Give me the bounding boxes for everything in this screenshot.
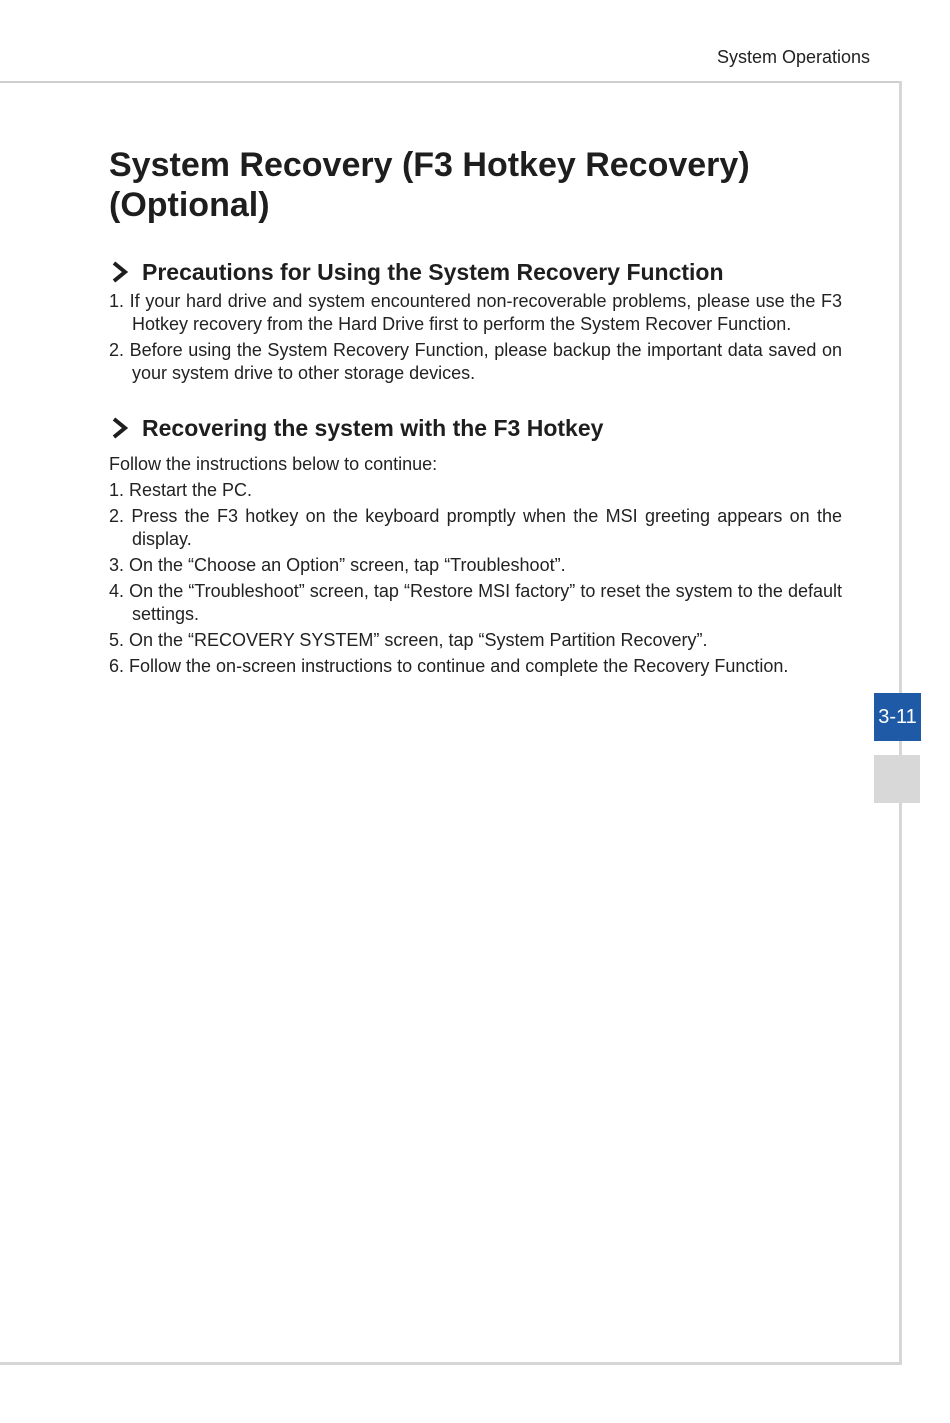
section-heading-recovering (109, 413, 842, 443)
list-item: 3. On the “Choose an Option” screen, tap “Troubleshoot”. (109, 555, 566, 575)
list-item: 1. If your hard drive and system encountered non-recoverable problems, please use the F3 Hotkey recovery from the Hard Drive first to perform the System Recover Function. (109, 291, 842, 334)
chapter-tab-grey (874, 755, 920, 803)
chevron-right-icon (109, 261, 131, 283)
recovering-steps-list (109, 479, 842, 678)
list-item: 2. Before using the System Recovery Function, please backup the important data saved on your system drive to other storage devices. (109, 340, 842, 383)
section-heading-precautions (109, 257, 842, 287)
list-item: 5. On the “RECOVERY SYSTEM” screen, tap “System Partition Recovery”. (109, 630, 708, 650)
precautions-list (109, 290, 842, 385)
section-heading-label: Recovering the system with the F3 Hotkey (142, 415, 604, 441)
content (109, 145, 842, 678)
page-number-tab: 3-11 (874, 693, 921, 741)
section-heading-label: Precautions for Using the System Recovery Function (142, 259, 724, 285)
list-item: 4. On the “Troubleshoot” screen, tap “Restore MSI factory” to reset the system to the default settings. (109, 581, 842, 624)
page-frame-bottom (0, 1362, 902, 1365)
list-item: 6. Follow the on-screen instructions to continue and complete the Recovery Function. (109, 656, 789, 676)
page-frame-top (0, 81, 902, 83)
page-title: System Recovery (F3 Hotkey Recovery) (Optional) (109, 146, 750, 224)
list-item: 1. Restart the PC. (109, 480, 253, 500)
chevron-right-icon (109, 417, 131, 439)
list-item: 2. Press the F3 hotkey on the keyboard promptly when the MSI greeting appears on the display. (109, 506, 842, 549)
recovering-intro: Follow the instructions below to continue: (109, 454, 438, 474)
running-header: System Operations (716, 47, 870, 67)
